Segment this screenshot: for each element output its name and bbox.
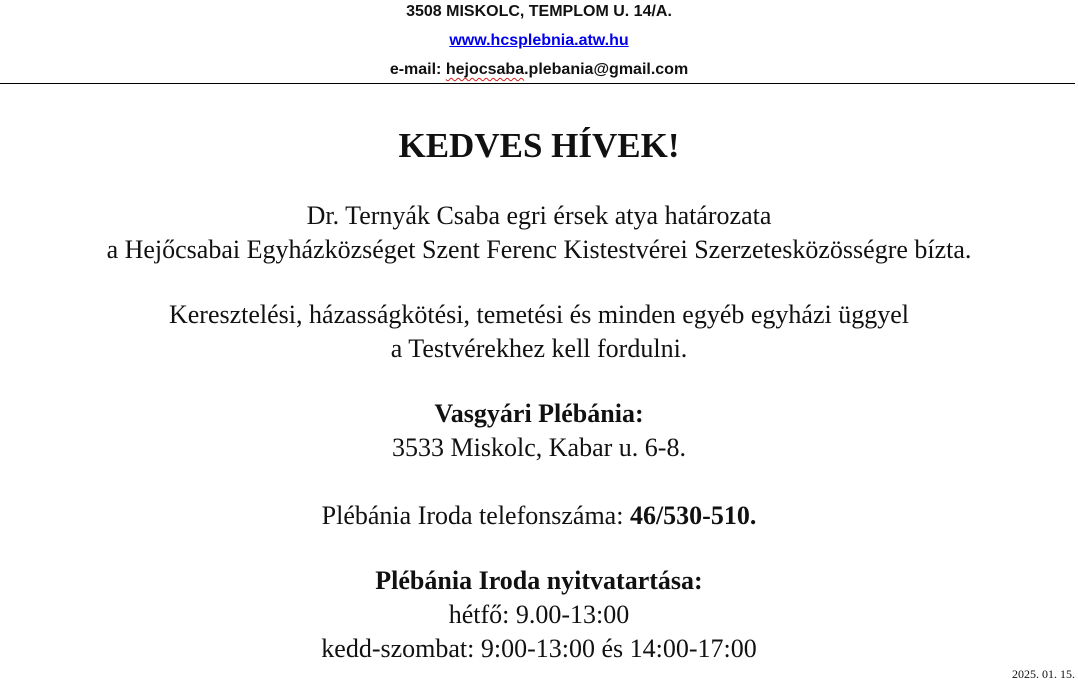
affairs-line-1: Keresztelési, házasságkötési, temetési és minden egyéb egyházi üggyel (168, 300, 909, 329)
affairs-paragraph (0, 298, 1078, 366)
phone-label: Plébánia Iroda telefonszáma: (321, 501, 630, 530)
decision-paragraph (0, 199, 1078, 267)
header-email (0, 60, 1078, 80)
office-hours-tue-sat: kedd-szombat: 9:00-13:00 és 14:00-17:00 (321, 634, 757, 663)
email-user-part: hejocsaba (445, 61, 525, 78)
phone-line (0, 499, 1078, 533)
header-address: 3508 MISKOLC, TEMPLOM U. 14/A. (406, 3, 672, 20)
header-website (0, 31, 1078, 51)
page-title: KEDVES HÍVEK! (398, 126, 680, 165)
footer-date: 2025. 01. 15. (1012, 667, 1075, 681)
office-hours-title: Plébánia Iroda nyitvatartása: (375, 566, 703, 595)
office-hours-block (0, 564, 1078, 666)
phone-number: 46/530-510. (629, 501, 757, 530)
decision-line-1: Dr. Ternyák Csaba egri érsek atya határozata (306, 201, 772, 230)
office-hours-monday: hétfő: 9.00-13:00 (448, 600, 630, 629)
website-link[interactable]: www.hcsplebnia.atw.hu (449, 32, 629, 49)
email-domain-part: .plebania@gmail.com (524, 61, 689, 78)
parish-block (0, 397, 1078, 465)
header-divider (0, 83, 1075, 84)
parish-address: 3533 Miskolc, Kabar u. 6-8. (392, 433, 686, 462)
affairs-line-2: a Testvérekhez kell fordulni. (390, 334, 688, 363)
parish-name: Vasgyári Plébánia: (434, 399, 644, 428)
decision-line-2: a Hejőcsabai Egyházközséget Szent Ferenc Kistestvérei Szerzetesközösségre bízta. (106, 235, 972, 264)
email-label: e-mail: (389, 61, 446, 78)
